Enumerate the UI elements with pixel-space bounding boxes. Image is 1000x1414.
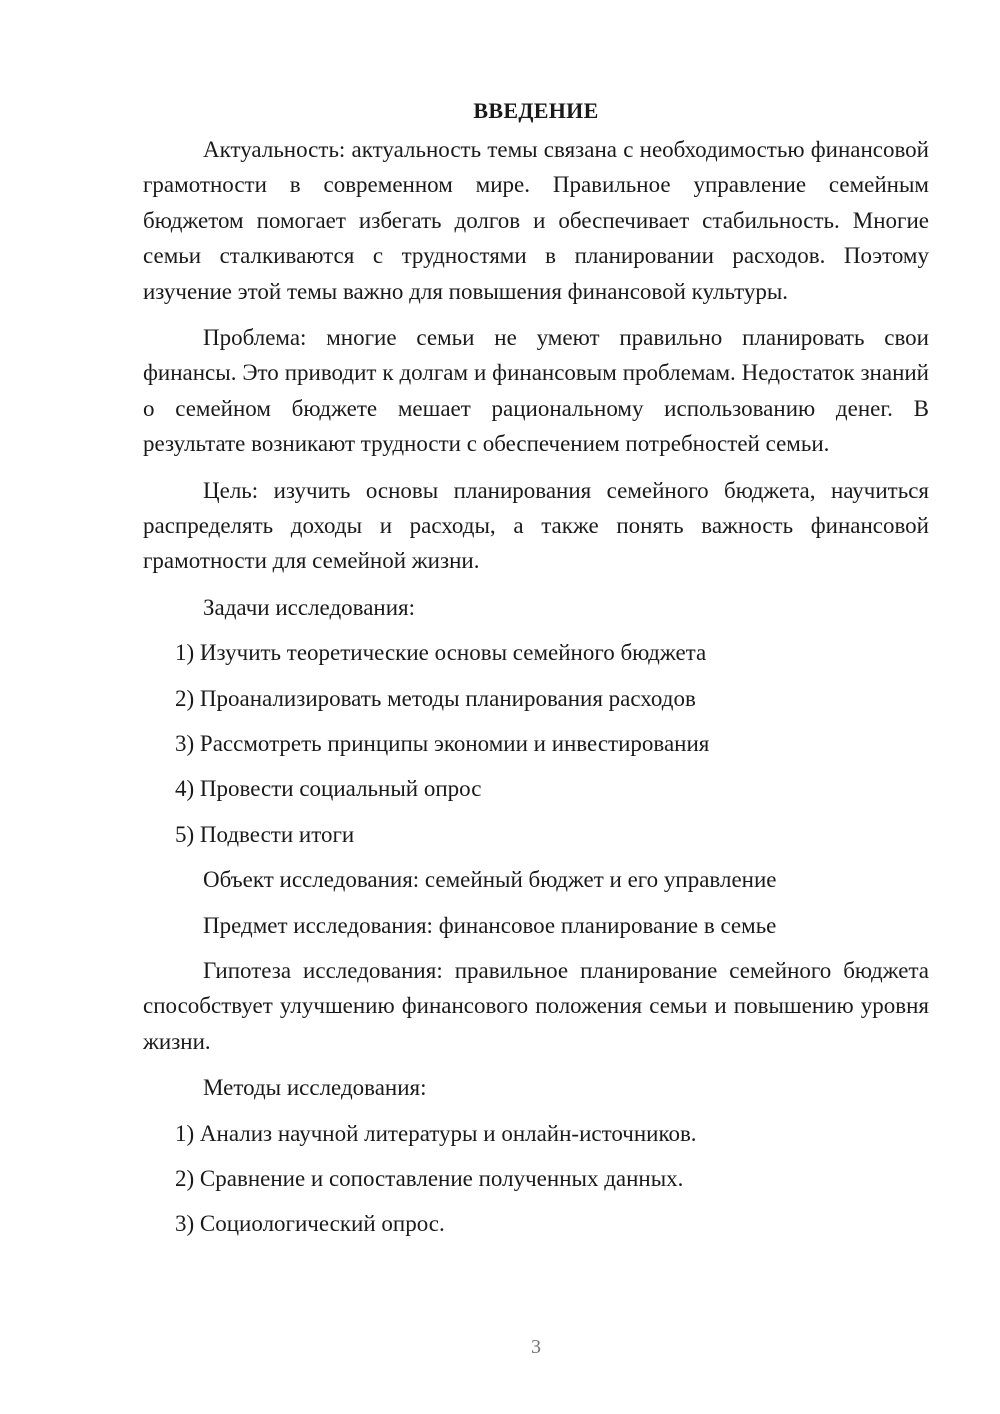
goal-paragraph: Цель: изучить основы планирования семейного бюджета, научиться распределять доходы и расходы, а также понять важность финансовой грамотности для семейной жизни. [143, 477, 929, 574]
list-item: 2) Проанализировать методы планирования расходов [175, 685, 696, 711]
problem-paragraph: Проблема: многие семьи не умеют правильно планировать свои финансы. Это приводит к долгам и финансовым проблемам. Недостаток знаний о семейном бюджете мешает рациональному использованию денег. В результате возникают трудности с обеспечением потребностей семьи. [143, 325, 929, 457]
list-item: 3) Рассмотреть принципы экономии и инвестирования [175, 731, 710, 757]
relevance-paragraph: Актуальность: актуальность темы связана с необходимостью финансовой грамотности в современном мире. Правильное управление семейным бюджетом помогает избегать долгов и обеспечивает стабильность. Многие семьи сталкиваются с трудностями в планировании расходов. Поэтому изучение этой темы важно для повышения финансовой культуры. [143, 137, 929, 304]
list-item: 4) Провести социальный опрос [175, 776, 482, 802]
list-item: 5) Подвести итоги [175, 821, 355, 847]
tasks-list [143, 635, 929, 852]
page-number: 3 [531, 1336, 541, 1358]
research-object: Объект исследования: семейный бюджет и его управление [203, 867, 777, 893]
list-item: 2) Сравнение и сопоставление полученных данных. [175, 1166, 684, 1191]
section-title: ВВЕДЕНИЕ [473, 98, 599, 123]
tasks-heading: Задачи исследования: [203, 594, 416, 620]
list-item: 1) Анализ научной литературы и онлайн-источников. [175, 1120, 697, 1146]
document-body [143, 95, 929, 1252]
methods-heading: Методы исследования: [203, 1075, 427, 1101]
list-item: 1) Изучить теоретические основы семейного бюджета [175, 640, 707, 666]
research-subject: Предмет исследования: финансовое планирование в семье [203, 912, 777, 938]
methods-list [143, 1116, 929, 1242]
list-item: 3) Социологический опрос. [175, 1211, 445, 1237]
hypothesis-paragraph: Гипотеза исследования: правильное планирование семейного бюджета способствует улучшению финансового положения семьи и повышению уровня жизни. [143, 958, 929, 1054]
